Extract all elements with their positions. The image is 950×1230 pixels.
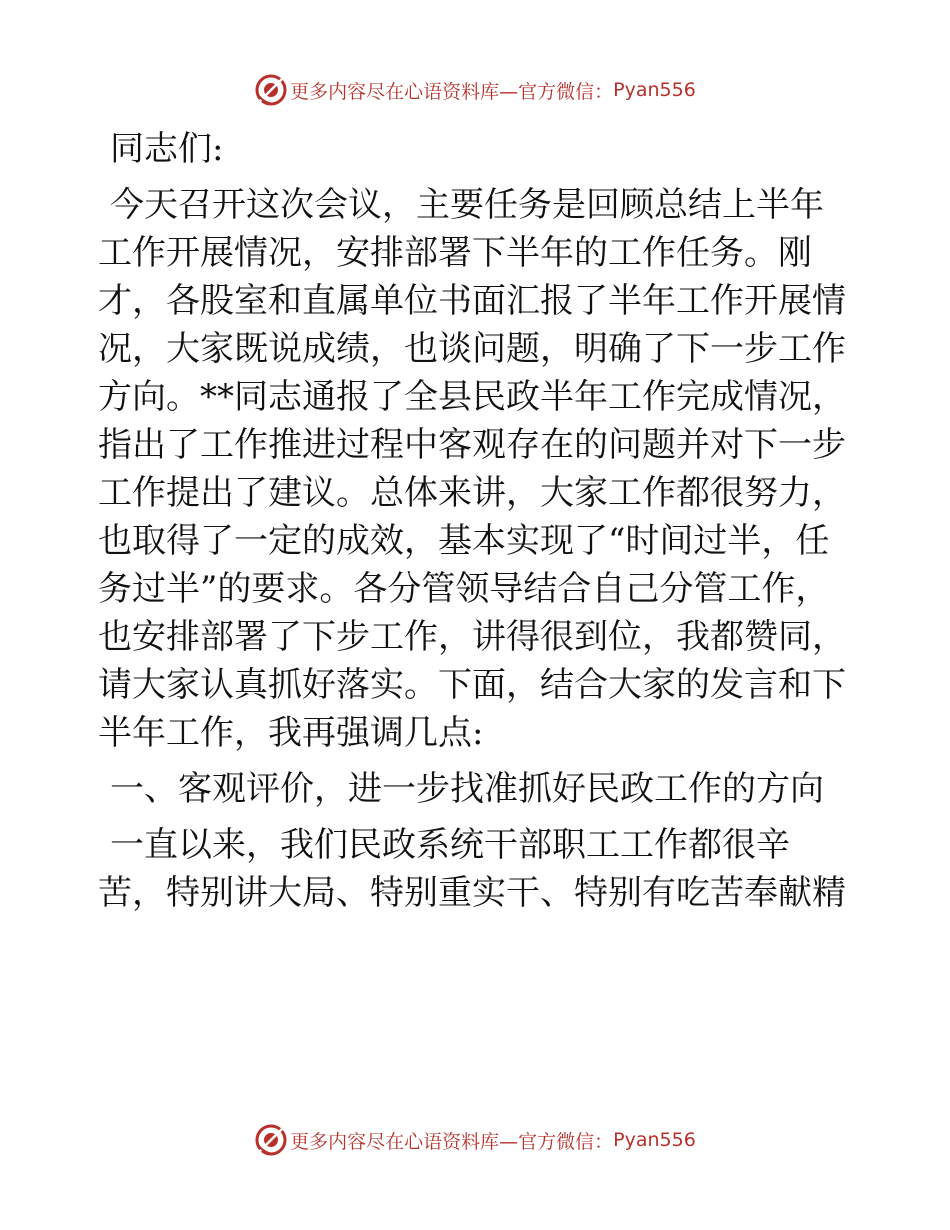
wechat-id: Pyan556: [613, 79, 696, 101]
paragraph-line: 务过半”的要求。各分管领导结合自己分管工作，: [98, 569, 830, 609]
paragraph-line: 才，各股室和直属单位书面汇报了半年工作开展情: [98, 281, 846, 321]
paragraph-1: [98, 181, 858, 757]
header-banner: [0, 70, 950, 110]
paragraph-line: 一直以来，我们民政系统干部职工工作都很辛: [110, 825, 790, 865]
paragraph-2: [98, 821, 858, 917]
banner-text: 更多内容尽在心语资料库—官方微信：: [290, 80, 614, 103]
document-body: [98, 125, 858, 917]
paragraph-line: 苦，特别讲大局、特别重实干、特别有吃苦奉献精: [98, 873, 846, 913]
paragraph-line: 方向。**同志通报了全县民政半年工作完成情况，: [98, 377, 846, 417]
paragraph-line: 况，大家既说成绩，也谈问题，明确了下一步工作: [98, 329, 846, 369]
section-heading: 一、客观评价，进一步找准抓好民政工作的方向: [110, 769, 824, 809]
paragraph-line: 今天召开这次会议，主要任务是回顾总结上半年: [110, 185, 824, 225]
paragraph-line: 请大家认真抓好落实。下面，结合大家的发言和下: [98, 665, 846, 705]
logo-icon: [254, 73, 288, 107]
wechat-id: Pyan556: [613, 1129, 696, 1151]
paragraph-line: 指出了工作推进过程中客观存在的问题并对下一步: [98, 425, 846, 465]
paragraph-line: 工作提出了建议。总体来讲，大家工作都很努力，: [98, 473, 846, 513]
footer-banner: [0, 1120, 950, 1160]
salutation: 同志们:: [110, 129, 224, 169]
banner-text: 更多内容尽在心语资料库—官方微信：: [290, 1130, 614, 1153]
paragraph-line: 半年工作，我再强调几点:: [98, 713, 484, 753]
paragraph-line: 工作开展情况，安排部署下半年的工作任务。刚: [98, 233, 812, 273]
logo-icon: [254, 1123, 288, 1157]
paragraph-line: 也取得了一定的成效，基本实现了“时间过半，任: [98, 521, 830, 561]
paragraph-line: 也安排部署了下步工作，讲得很到位，我都赞同，: [98, 617, 846, 657]
